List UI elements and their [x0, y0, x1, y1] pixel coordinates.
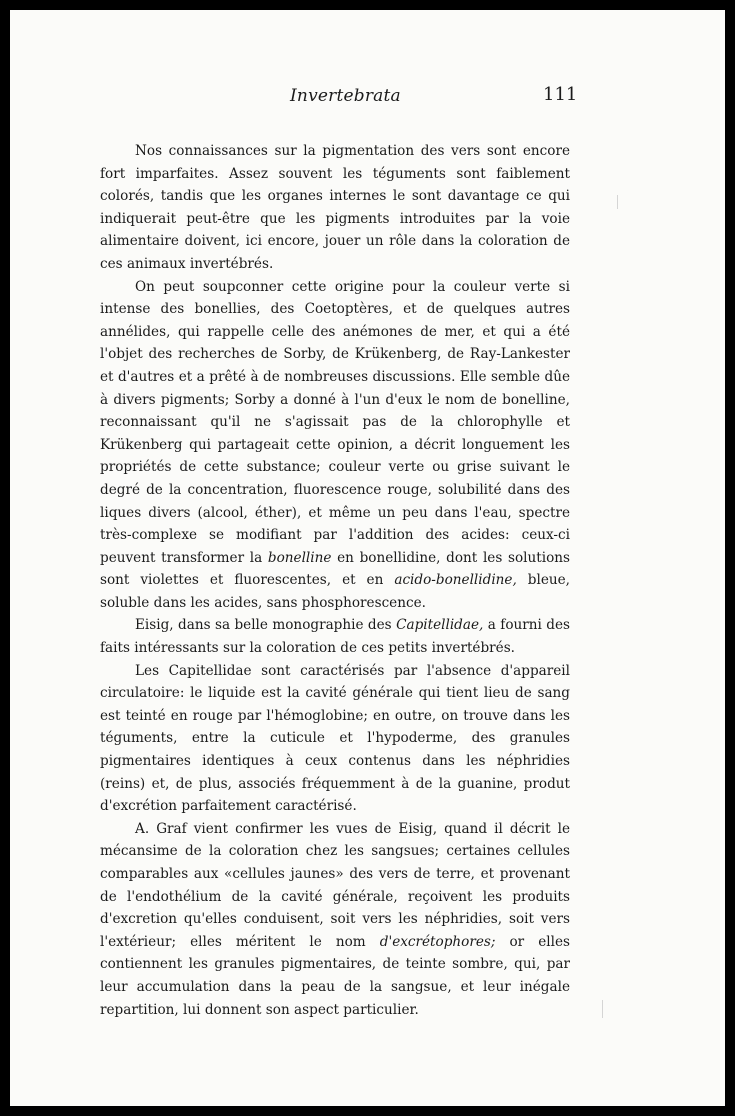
running-title: Invertebrata	[290, 86, 401, 106]
term-acido-bonellidine: acido-bonellidine,	[394, 572, 517, 589]
paragraph-5-part-2: or elles contiennent les granules pigmentaires, de teinte sombre, qui, par leur accumulation dans la peau de la sangsue, et leur inégale repartition, lui donnent son aspect particulier.	[100, 933, 570, 1018]
term-capitellidae: Capitellidae,	[396, 617, 484, 634]
paragraph-3-part-2: a fourni des faits intéressants sur la coloration de ces petits invertébrés.	[100, 617, 570, 657]
paragraph-2	[100, 276, 570, 615]
body-text	[100, 140, 570, 1021]
paragraph-5-part-1: A. Graf vient confirmer les vues de Eisig, quand il décrit le mécansime de la coloration chez les sangsues; certaines cellules comparables aux «cellules jaunes» des vers de terre, et provenant de l'endothélium de la cavité générale, reçoivent les produits d'excretion qu'elles conduisent, soit vers les néphridies, soit vers l'extérieur; elles méritent le nom	[100, 820, 570, 950]
term-bonelline: bonelline	[267, 549, 332, 566]
paragraph-3-part-1: Eisig, dans sa belle monographie des	[135, 617, 397, 634]
paragraph-2-part-3: bleue, soluble dans les acides, sans phosphorescence.	[100, 572, 570, 611]
paper-speck	[617, 195, 618, 209]
book-page	[10, 10, 725, 1106]
paragraph-3	[100, 614, 570, 659]
paragraph-5	[100, 818, 570, 1021]
term-excretophores: d'excrétophores;	[379, 933, 496, 950]
page-number: 111	[543, 84, 578, 105]
paragraph-2-part-1: On peut soupconner cette origine pour la couleur verte si intense des bonellies, des Coetoptères, et de quelques autres annélides, qui rappelle celle des anémones de mer, et qui a été l'objet des recherches de Sorby, de Krükenberg, de Ray-Lankester et d'autres et a prêté à de nombreuses discussions. Elle semble dûe à divers pigments; Sorby a donné à l'un d'eux le nom de bonelline, reconnaissant qu'il ne s'agissait pas de la chlorophylle et Krükenberg qui partageait cette opinion, a décrit longuement les propriétés de cette substance; couleur verte ou grise suivant le degré de la concentration, fluorescence rouge, solubilité dans des liques divers (alcool, éther), et même un peu dans l'eau, spectre très-complexe se modifiant par l'addition des acides: ceux-ci peuvent transformer la	[100, 278, 570, 566]
paragraph-4: Les Capitellidae sont caractérisés par l'absence d'appareil circulatoire: le liquide est la cavité générale qui tient lieu de sang est teinté en rouge par l'hémoglobine; en outre, on trouve dans les téguments, entre la cuticule et l'hypoderme, des granules pigmentaires identiques à ceux contenus dans les néphridies (reins) et, de plus, associés fréquemment à de la guanine, produt d'excrétion parfaitement caractérisé.	[100, 662, 570, 815]
paper-speck	[602, 1000, 603, 1018]
paragraph-1: Nos connaissances sur la pigmentation des vers sont encore fort imparfaites. Assez souvent les téguments sont faiblement colorés, tandis que les organes internes le sont davantage ce qui indiquerait peut-être que les pigments introduites par la voie alimentaire doivent, ici encore, jouer un rôle dans la coloration de ces animaux invertébrés.	[100, 143, 570, 272]
running-header	[10, 84, 725, 114]
paragraph-2-part-2: en bonellidine, dont les solutions sont violettes et fluorescentes, et en	[100, 549, 570, 589]
